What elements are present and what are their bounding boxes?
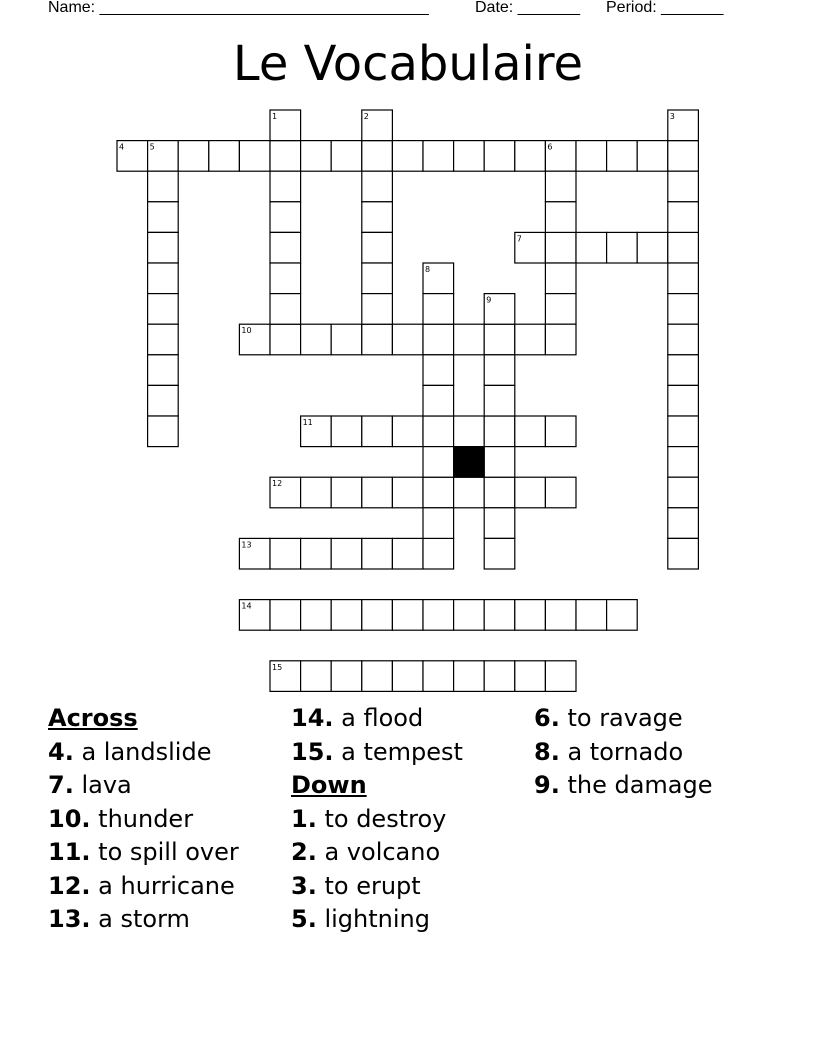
grid-cell[interactable]	[668, 447, 699, 478]
grid-cell[interactable]	[148, 324, 179, 355]
grid-clue-number: 2	[363, 112, 369, 121]
grid-cell[interactable]	[423, 355, 454, 386]
grid-clue-number: 8	[425, 265, 431, 274]
grid-cell[interactable]	[362, 600, 393, 631]
grid-clue-number: 9	[486, 295, 492, 305]
grid-cell[interactable]	[148, 202, 179, 233]
grid-cell[interactable]	[515, 141, 546, 172]
grid-cell[interactable]	[362, 202, 393, 233]
clue-down-3: 3. to erupt	[291, 871, 421, 900]
grid-cell[interactable]	[668, 355, 699, 386]
grid-clue-number: 11	[302, 418, 313, 427]
grid-cell[interactable]	[362, 477, 393, 508]
grid-cell[interactable]	[270, 232, 301, 263]
grid-cell[interactable]	[178, 141, 209, 172]
grid-cell[interactable]	[301, 538, 332, 569]
grid-cell[interactable]	[515, 661, 546, 692]
grid-cell[interactable]	[515, 600, 546, 631]
grid-cell[interactable]	[545, 416, 576, 447]
grid-cell[interactable]	[545, 171, 576, 202]
down-heading: Down	[291, 771, 367, 799]
grid-clue-number: 12	[272, 479, 283, 489]
grid-cell[interactable]	[392, 416, 423, 447]
grid-cell[interactable]	[484, 600, 515, 631]
grid-cell[interactable]	[668, 202, 699, 233]
clue-down-2: 2. a volcano	[291, 838, 441, 866]
grid-clue-number: 13	[241, 540, 252, 550]
grid-cell[interactable]	[668, 477, 699, 508]
grid-clue-number: 6	[547, 142, 553, 152]
grid-cell[interactable]	[148, 355, 179, 386]
clue-down-1: 1. to destroy	[291, 804, 447, 833]
grid-cell[interactable]	[148, 232, 179, 263]
grid-cell[interactable]	[484, 477, 515, 508]
grid-cell[interactable]	[545, 600, 576, 631]
grid-cell[interactable]	[515, 416, 546, 447]
grid-cell[interactable]	[423, 477, 454, 508]
grid-cell[interactable]	[515, 477, 546, 508]
clue-down-5: 5. lightning	[291, 905, 430, 933]
grid-cell[interactable]	[423, 141, 454, 172]
grid-cell[interactable]	[545, 294, 576, 325]
grid-cell[interactable]	[668, 538, 699, 569]
grid-cell[interactable]	[454, 477, 485, 508]
grid-cell[interactable]	[423, 416, 454, 447]
grid-cell[interactable]	[545, 477, 576, 508]
clue-across-11: 11. to spill over	[48, 838, 239, 866]
grid-cell[interactable]	[607, 600, 638, 631]
clue-across-10: 10. thunder	[48, 804, 194, 833]
grid-cell[interactable]	[454, 141, 485, 172]
grid-cell[interactable]	[392, 538, 423, 569]
grid-cell[interactable]	[484, 324, 515, 355]
grid-cell[interactable]	[270, 538, 301, 569]
grid-cell[interactable]	[209, 141, 240, 172]
grid-cell[interactable]	[484, 355, 515, 386]
grid-cell[interactable]	[362, 141, 393, 172]
grid-cell[interactable]	[331, 661, 362, 692]
grid-cell[interactable]	[362, 294, 393, 325]
grid-cell[interactable]	[607, 141, 638, 172]
grid-cell[interactable]	[392, 661, 423, 692]
across-heading: Across	[48, 704, 138, 732]
grid-cell[interactable]	[148, 294, 179, 325]
grid-cell[interactable]	[148, 171, 179, 202]
grid-cell[interactable]	[331, 538, 362, 569]
grid-cell[interactable]	[668, 294, 699, 325]
clue-across-12: 12. a hurricane	[48, 871, 235, 900]
grid-cell[interactable]	[331, 477, 362, 508]
grid-cell[interactable]	[270, 202, 301, 233]
grid-cell[interactable]	[484, 141, 515, 172]
clue-across-7: 7. lava	[48, 771, 132, 799]
clue-down-9: 9. the damage	[534, 771, 713, 799]
page-title: Le Vocabulaire	[232, 36, 584, 92]
grid-cell[interactable]	[668, 263, 699, 294]
grid-cell[interactable]	[362, 661, 393, 692]
grid-cell[interactable]	[484, 385, 515, 416]
grid-cell[interactable]	[668, 324, 699, 355]
grid-cell[interactable]	[270, 141, 301, 172]
grid-cell[interactable]	[637, 232, 668, 263]
date-label: Date: _______	[475, 0, 580, 16]
grid-clue-number: 4	[119, 142, 125, 152]
grid-cell[interactable]	[362, 324, 393, 355]
grid-cell[interactable]	[148, 416, 179, 447]
grid-cell[interactable]	[392, 600, 423, 631]
grid-cell[interactable]	[668, 416, 699, 447]
clue-across-15: 15. a tempest	[291, 737, 463, 766]
grid-clue-number: 5	[149, 142, 155, 152]
grid-cell[interactable]	[362, 538, 393, 569]
grid-cell[interactable]	[270, 600, 301, 631]
grid-cell[interactable]	[515, 324, 546, 355]
grid-cell[interactable]	[668, 232, 699, 263]
period-label: Period: _______	[606, 0, 724, 16]
clue-column-2	[291, 702, 463, 937]
grid-cell[interactable]	[576, 600, 607, 631]
grid-cell[interactable]	[576, 141, 607, 172]
grid-cell[interactable]	[392, 141, 423, 172]
clue-across-4: 4. a landslide	[48, 737, 212, 766]
grid-cell[interactable]	[148, 263, 179, 294]
name-label: Name: _____________________________________	[48, 0, 429, 16]
grid-cell[interactable]	[668, 385, 699, 416]
grid-cell[interactable]	[423, 508, 454, 539]
grid-cell[interactable]	[454, 416, 485, 447]
grid-clue-number: 15	[272, 662, 283, 672]
grid-cell[interactable]	[454, 600, 485, 631]
grid-cell[interactable]	[637, 141, 668, 172]
clue-column-1	[48, 702, 239, 937]
grid-cell[interactable]	[362, 171, 393, 202]
clue-across-13: 13. a storm	[48, 905, 190, 933]
grid-cell[interactable]	[668, 171, 699, 202]
grid-cell[interactable]	[423, 447, 454, 478]
grid-cell[interactable]	[545, 232, 576, 263]
grid-cell[interactable]	[423, 294, 454, 325]
grid-cell[interactable]	[392, 324, 423, 355]
grid-cell[interactable]	[423, 600, 454, 631]
grid-cell[interactable]	[301, 324, 332, 355]
grid-cell[interactable]	[484, 447, 515, 478]
grid-cell[interactable]	[270, 294, 301, 325]
grid-cell[interactable]	[392, 477, 423, 508]
grid-cell[interactable]	[331, 416, 362, 447]
grid-cell[interactable]	[545, 263, 576, 294]
grid-cell[interactable]	[301, 477, 332, 508]
grid-cell[interactable]	[484, 508, 515, 539]
clue-column-3	[534, 702, 713, 803]
grid-cell[interactable]	[331, 141, 362, 172]
grid-cell[interactable]	[484, 661, 515, 692]
grid-clue-number: 7	[516, 234, 522, 244]
grid-cell[interactable]	[331, 600, 362, 631]
grid-cell[interactable]	[270, 171, 301, 202]
grid-clue-number: 1	[272, 112, 278, 121]
grid-black-cell	[454, 447, 485, 478]
grid-cell[interactable]	[270, 263, 301, 294]
grid-clue-number: 10	[241, 326, 252, 336]
grid-cell[interactable]	[270, 324, 301, 355]
grid-clue-number: 3	[669, 112, 675, 121]
grid-cell[interactable]	[607, 232, 638, 263]
grid-cell[interactable]	[239, 141, 270, 172]
grid-cell[interactable]	[454, 324, 485, 355]
grid-cell[interactable]	[668, 141, 699, 172]
grid-cell[interactable]	[362, 263, 393, 294]
clue-down-6: 6. to ravage	[534, 704, 683, 732]
grid-cell[interactable]	[148, 385, 179, 416]
grid-clue-number: 14	[241, 601, 252, 611]
grid-cell[interactable]	[331, 324, 362, 355]
grid-cell[interactable]	[423, 324, 454, 355]
grid-cell[interactable]	[301, 600, 332, 631]
grid-cell[interactable]	[301, 141, 332, 172]
grid-cell[interactable]	[362, 416, 393, 447]
grid-cell[interactable]	[454, 661, 485, 692]
grid-cell[interactable]	[545, 661, 576, 692]
grid-cell[interactable]	[576, 232, 607, 263]
clue-down-8: 8. a tornado	[534, 737, 684, 766]
grid-cell[interactable]	[484, 416, 515, 447]
grid-cell[interactable]	[362, 232, 393, 263]
grid-cell[interactable]	[423, 661, 454, 692]
grid-cell[interactable]	[423, 538, 454, 569]
grid-cell[interactable]	[545, 202, 576, 233]
grid-cell[interactable]	[668, 508, 699, 539]
grid-cell[interactable]	[423, 385, 454, 416]
grid-cell[interactable]	[545, 324, 576, 355]
grid-cell[interactable]	[301, 661, 332, 692]
clue-across-14: 14. a flood	[291, 704, 424, 732]
grid-cell[interactable]	[484, 538, 515, 569]
